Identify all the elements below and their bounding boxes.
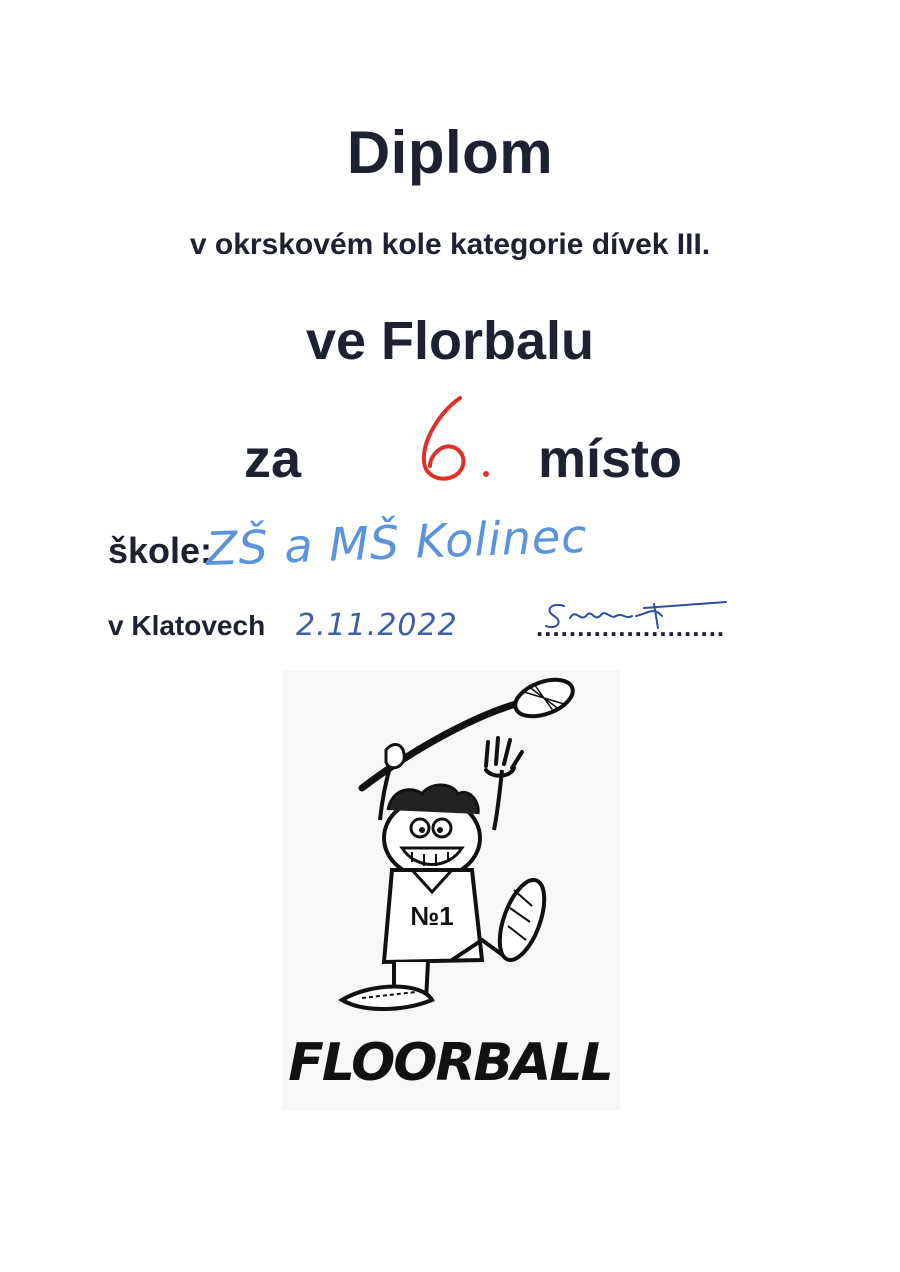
diploma-subtitle: v okrskovém kole kategorie dívek III. — [189, 228, 711, 261]
illustration-caption: FLOORBALL — [288, 1033, 612, 1093]
place-number-handwritten — [410, 390, 500, 490]
place-suffix: místo — [538, 429, 683, 489]
diploma-title: Diplom — [346, 119, 554, 186]
signature-line: ....................... — [536, 612, 726, 642]
date-handwritten: 2.11.2022 — [296, 608, 458, 643]
school-label: škole: — [108, 530, 213, 571]
floorball-illustration — [282, 670, 620, 1110]
location-label: v Klatovech — [108, 610, 266, 641]
place-prefix: za — [244, 429, 302, 489]
sport-name: ve Florbalu — [305, 311, 595, 371]
school-name-handwritten: ZŠ a MŠ Kolinec — [205, 508, 589, 576]
jersey-number: №1 — [410, 901, 454, 931]
floorball-player-drawing — [282, 670, 620, 1110]
